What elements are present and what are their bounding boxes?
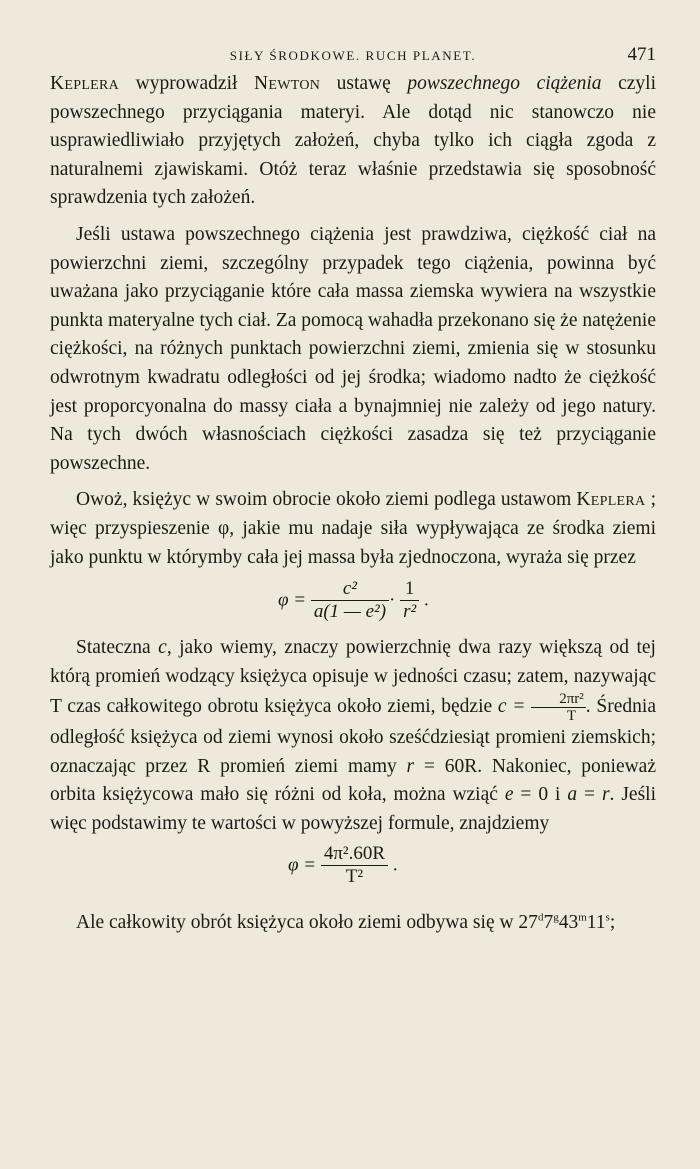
text: 11	[586, 911, 606, 933]
unit-seconds: s	[605, 911, 610, 924]
paragraph-4	[50, 634, 656, 839]
formula-dot: .	[423, 589, 429, 611]
fraction	[311, 578, 389, 623]
page-number: 471	[627, 44, 656, 65]
denominator: r²	[403, 601, 417, 623]
text: Ale całkowity obrót księżyca około ziemi odbywa się w 27	[76, 911, 538, 933]
symbol: e	[504, 784, 514, 806]
text: ; więc przyspieszenie φ, jakie mu nadaje siła wypływająca ze środka ziemi jako punktu w którymby cała jej massa była zjednoczona, wyraża się przez	[50, 489, 656, 568]
running-head	[50, 44, 656, 70]
paragraph-5	[50, 909, 656, 938]
text: czyli powszechnego przyciągania materyi. Ale dotąd nic stanowczo nie usprawiedliwiało przyjętych założeń, chyba tylko ich ciągła zgoda z naturalnemi zjawiskami. Otóż teraz właśnie przedstawia się sposobność sprawdzenia tych założeń.	[50, 73, 656, 209]
text: = 60R. Nakoniec, ponieważ orbita księżycowa mało się różni od koła, można wziąć	[50, 755, 656, 806]
numerator: 1	[400, 578, 419, 601]
formula-lhs: φ =	[278, 589, 307, 611]
unit-days: d	[537, 911, 544, 924]
numerator: c²	[311, 578, 389, 601]
denominator: T	[566, 708, 577, 725]
numerator: 4π².60R	[321, 843, 388, 866]
symbol: r	[406, 755, 415, 777]
inline-formula-lhs: c =	[497, 696, 526, 718]
formula-dot: .	[392, 854, 398, 876]
name-kepler: Keplera	[50, 73, 120, 94]
symbol: r	[601, 784, 610, 806]
fraction	[321, 843, 388, 888]
unit-hours: g	[553, 911, 559, 924]
symbol: c	[158, 637, 167, 659]
formula-2	[50, 839, 656, 901]
inline-fraction	[531, 691, 586, 724]
paragraph-3	[50, 486, 656, 572]
fraction	[400, 578, 419, 623]
numerator: 2πr²	[531, 691, 586, 708]
text: . Średnia odległość księżyca od ziemi wynosi około sześćdziesiąt promieni ziemskich; oznaczając przez R promień ziemi mamy	[50, 696, 656, 777]
text: wyprowadził	[119, 73, 254, 94]
text: =	[577, 784, 602, 806]
unit-minutes: m	[578, 911, 587, 924]
text: 7	[543, 911, 554, 933]
text: 43	[558, 911, 579, 933]
text: ustawę	[320, 73, 408, 94]
text: Stateczna	[76, 637, 159, 659]
text: , jako wiemy, znaczy powierzchnię dwa razy większą od tej którą promień wodzący księżyca opisuje w jedności czasu; zatem, nazywając T czas całkowitego obrotu księżyca około ziemi, będzie	[50, 637, 656, 718]
denominator: T²	[345, 865, 364, 887]
running-head-title: SIŁY ŚRODKOWE. RUCH PLANET.	[229, 48, 477, 63]
page	[50, 44, 656, 937]
term-gravitation: powszechnego ciążenia	[407, 73, 602, 94]
denominator: a(1 — e²)	[313, 601, 387, 623]
name-newton: Newton	[253, 73, 321, 94]
paragraph-2: Jeśli ustawa powszechnego ciążenia jest prawdziwa, ciężkość ciał na powierzchni ziemi, szczególny przypadek tego ciążenia, powinna być uważana jako przyciąganie które cała massa ziemska wywiera na wszystkie punkta materyalne tych ciał. Za pomocą wahadła przekonano się że natężenie ciężkości, na różnych punktach powierzchni ziemi, zmienia się w stosunku odwrotnym kwadratu odległości od jej środka; wiadomo nadto że ciężkość jest proporcyonalna do massy ciała a bynajmniej nie zależy od jego natury. Na tych dwóch własnościach ciężkości zasadza się też przyciąganie powszechne.	[50, 223, 656, 474]
text: . Jeśli więc podstawimy te wartości w powyższej formule, znajdziemy	[50, 784, 657, 835]
name-kepler: Keplera	[576, 489, 646, 511]
text: = 0 i	[513, 784, 568, 806]
paragraph-1	[50, 70, 656, 213]
symbol: a	[567, 784, 578, 806]
formula-1: φ = $\frac{\text{c²}}{\text{a(1 — e²)}}$ · $\frac{1}{\text{r²}}$ .	[278, 578, 429, 623]
text: Owoż, księżyc w swoim obrocie około ziemi podlega ustawom	[76, 489, 577, 511]
formula-lhs: φ =	[288, 854, 317, 876]
text: ;	[609, 911, 616, 933]
